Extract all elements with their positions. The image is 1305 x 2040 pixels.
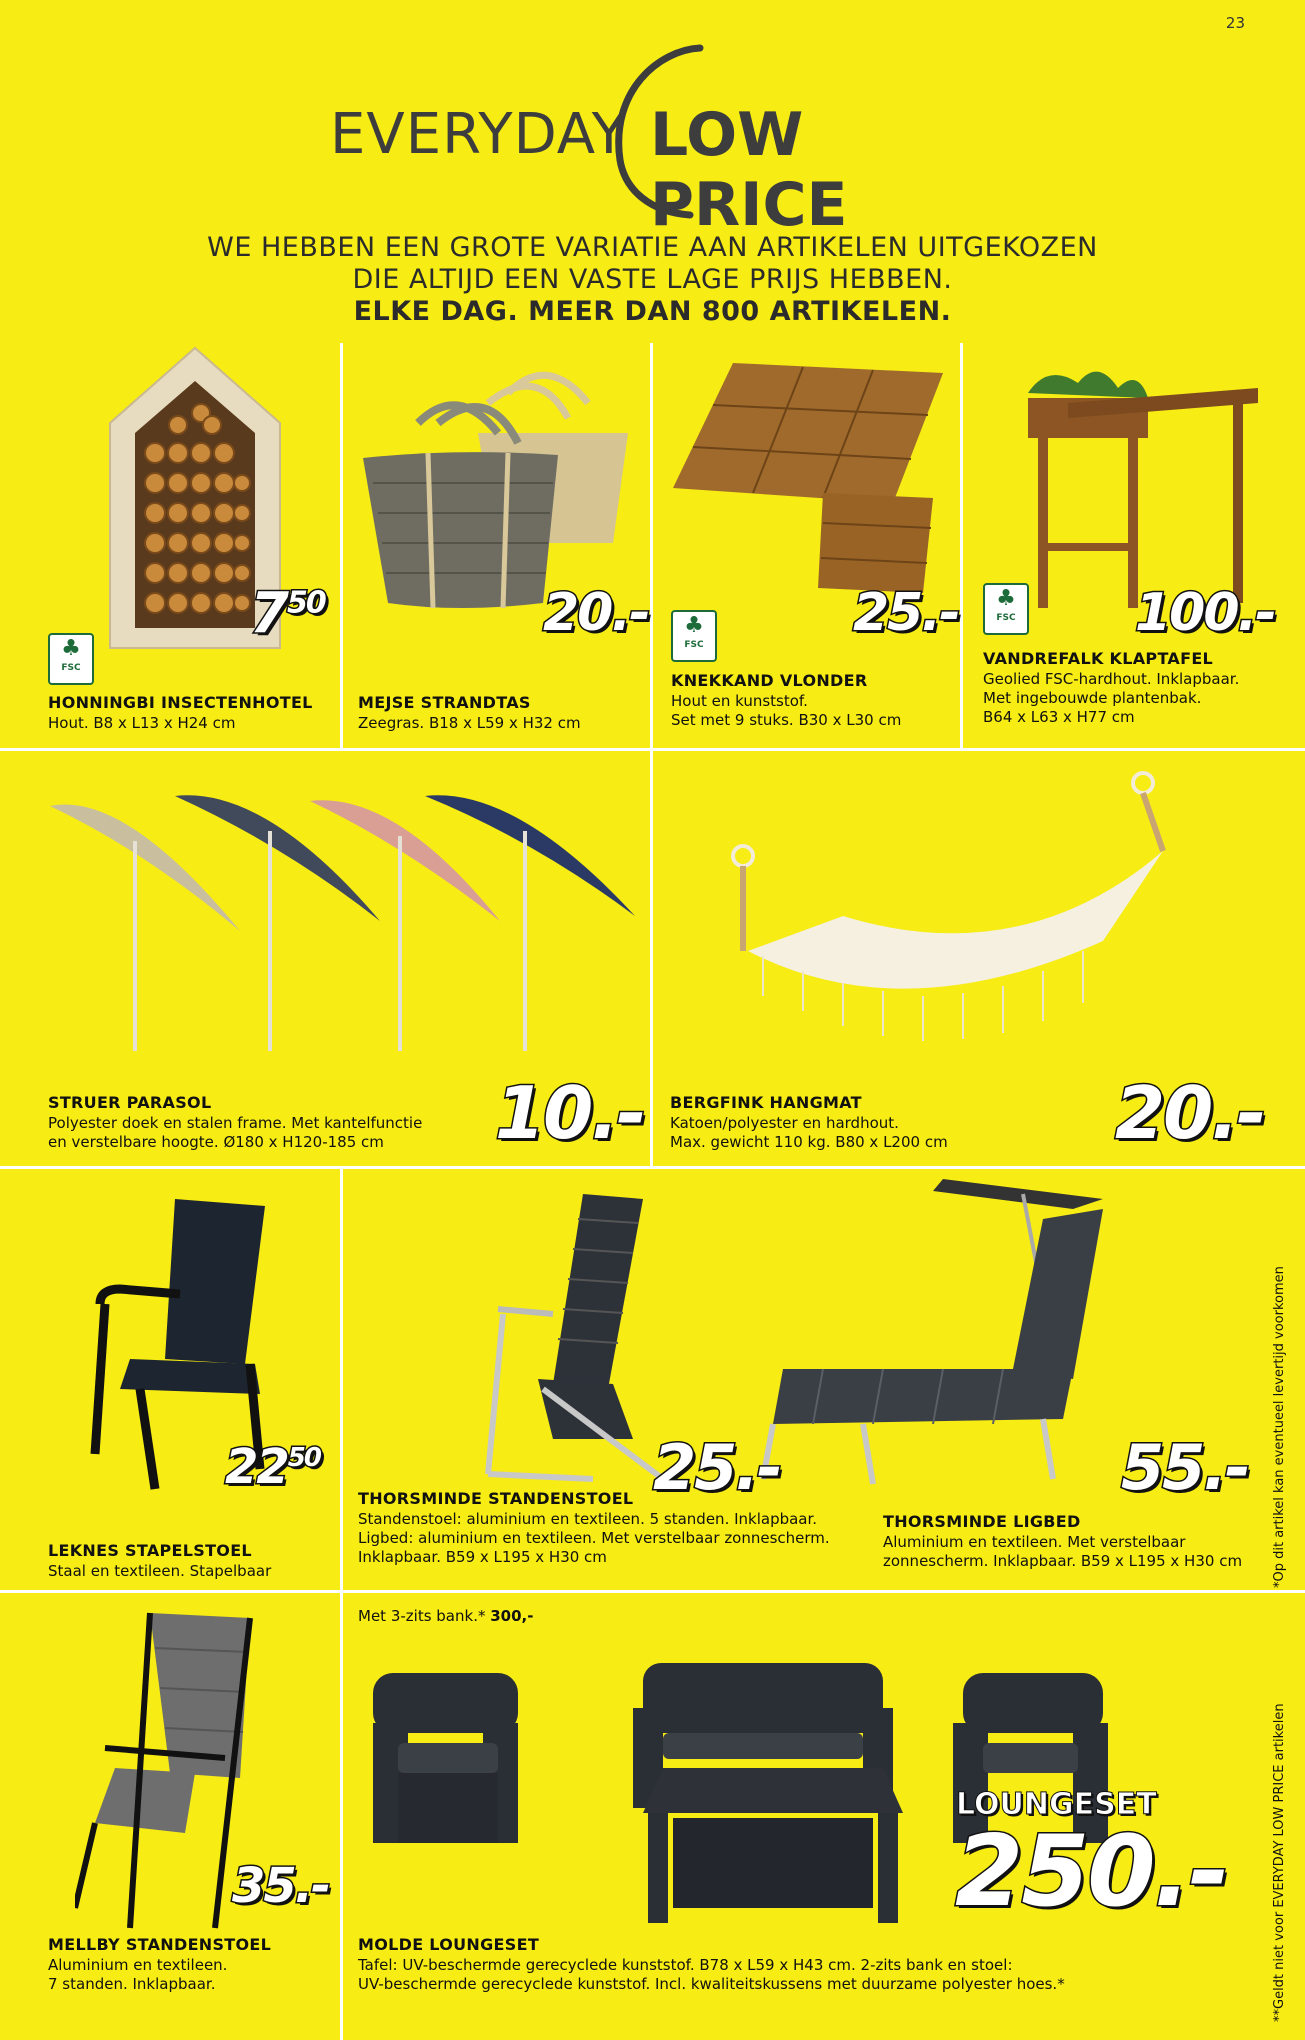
logo-everyday: EVERYDAY (330, 102, 627, 167)
product-title: MOLDE LOUNGESET (358, 1935, 540, 1954)
side-note-exclusion: **Geldt niet voor EVERYDAY LOW PRICE artikelen (1272, 1703, 1287, 2022)
price: 20.- (543, 583, 649, 643)
product-title: STRUER PARASOL (48, 1093, 212, 1112)
price: 20.- (1115, 1071, 1265, 1155)
product-title: LEKNES STAPELSTOEL (48, 1541, 252, 1560)
parasols-image (45, 791, 645, 1051)
folding-table-image (1008, 363, 1278, 613)
tagline-line-2: DIE ALTIJD EEN VASTE LAGE PRIJS HEBBEN. (352, 264, 953, 295)
side-note-delivery: *Op dit artikel kan eventueel levertijd voorkomen (1272, 1266, 1287, 1588)
price: 250.- (955, 1815, 1228, 1929)
price-label: LOUNGESET (956, 1787, 1157, 1822)
page-number: 23 (1225, 14, 1245, 32)
price-standenstoel: 25.- (653, 1431, 781, 1504)
product-desc: Zeegras. B18 x L59 x H32 cm (358, 714, 581, 732)
tagline (0, 232, 1305, 328)
product-mellby[interactable] (0, 1593, 340, 2040)
deck-tiles-image (673, 363, 953, 603)
product-desc: Hout. B8 x L13 x H24 cm (48, 714, 236, 732)
product-leknes[interactable] (0, 1169, 340, 1590)
product-desc: Aluminium en textileen. 7 standen. Inklapbaar. (48, 1956, 228, 1993)
price: 100.- (1135, 583, 1275, 643)
hammock-image (723, 771, 1243, 1071)
fsc-logo-icon: ♣ FSC (671, 610, 717, 662)
price-ligbed: 55.- (1121, 1431, 1249, 1504)
product-title: VANDREFALK KLAPTAFEL (983, 649, 1214, 668)
product-thorsminde[interactable] (343, 1169, 1305, 1590)
product-struer[interactable] (0, 751, 650, 1166)
product-title: KNEKKAND VLONDER (671, 671, 868, 690)
product-title: MEJSE STRANDTAS (358, 693, 531, 712)
price: $22^{50}$ (225, 1439, 320, 1495)
product-molde[interactable] (343, 1593, 1258, 2040)
fsc-logo-icon: ♣ FSC (48, 633, 94, 685)
product-vandrefalk[interactable] (963, 343, 1305, 748)
price: 35.- (232, 1858, 329, 1914)
fsc-logo-icon: ♣ FSC (983, 583, 1029, 635)
product-desc: Staal en textileen. Stapelbaar (48, 1562, 272, 1580)
product-desc: Katoen/polyester en hardhout. Max. gewicht 110 kg. B80 x L200 cm (670, 1114, 948, 1151)
product-bergfink[interactable] (653, 751, 1305, 1166)
product-title-ligbed: THORSMINDE LIGBED (883, 1512, 1081, 1531)
product-desc: Tafel: UV-beschermde gerecyclede kunststof. B78 x L59 x H43 cm. 2-zits bank en stoel: UV-beschermde gerecyclede kunststof. Incl. kwaliteitskussens met duurzame polyester hoes.* (358, 1956, 1065, 1993)
price: $7^{50}$ (250, 581, 325, 646)
tagline-line-3: ELKE DAG. MEER DAN 800 ARTIKELEN. (353, 296, 952, 327)
product-desc: Hout en kunststof. Set met 9 stuks. B30 x L30 cm (671, 692, 902, 729)
product-knekkand[interactable] (653, 343, 960, 748)
price: 25.- (853, 583, 959, 643)
product-title: BERGFINK HANGMAT (670, 1093, 862, 1112)
product-honningbi[interactable] (0, 343, 340, 748)
logo-low-price: LOW PRICE (650, 100, 848, 240)
product-mejse[interactable] (343, 343, 650, 748)
tagline-line-1: WE HEBBEN EEN GROTE VARIATIE AAN ARTIKELEN UITGEKOZEN (207, 232, 1098, 263)
product-note: Met 3-zits bank.* 300,- (358, 1607, 534, 1625)
everyday-low-price-logo (320, 40, 1000, 240)
product-desc: Geolied FSC-hardhout. Inklapbaar. Met ingebouwde plantenbak. B64 x L63 x H77 cm (983, 670, 1240, 726)
product-title: HONNINGBI INSECTENHOTEL (48, 693, 313, 712)
price: 10.- (495, 1071, 645, 1155)
product-title: MELLBY STANDENSTOEL (48, 1935, 272, 1954)
product-desc-ligbed: Aluminium en textileen. Met verstelbaar zonnescherm. Inklapbaar. B59 x L195 x H30 cm (883, 1533, 1243, 1570)
product-desc: Standenstoel: aluminium en textileen. 5 standen. Inklapbaar. Ligbed: aluminium en textileen. Met verstelbaar zonnescherm. Inklapbaar. B59 x L195 x H30 cm (358, 1510, 830, 1566)
product-desc: Polyester doek en stalen frame. Met kantelfunctie en verstelbare hoogte. Ø180 x H120-185 cm (48, 1114, 423, 1151)
product-title: THORSMINDE STANDENSTOEL (358, 1489, 634, 1508)
